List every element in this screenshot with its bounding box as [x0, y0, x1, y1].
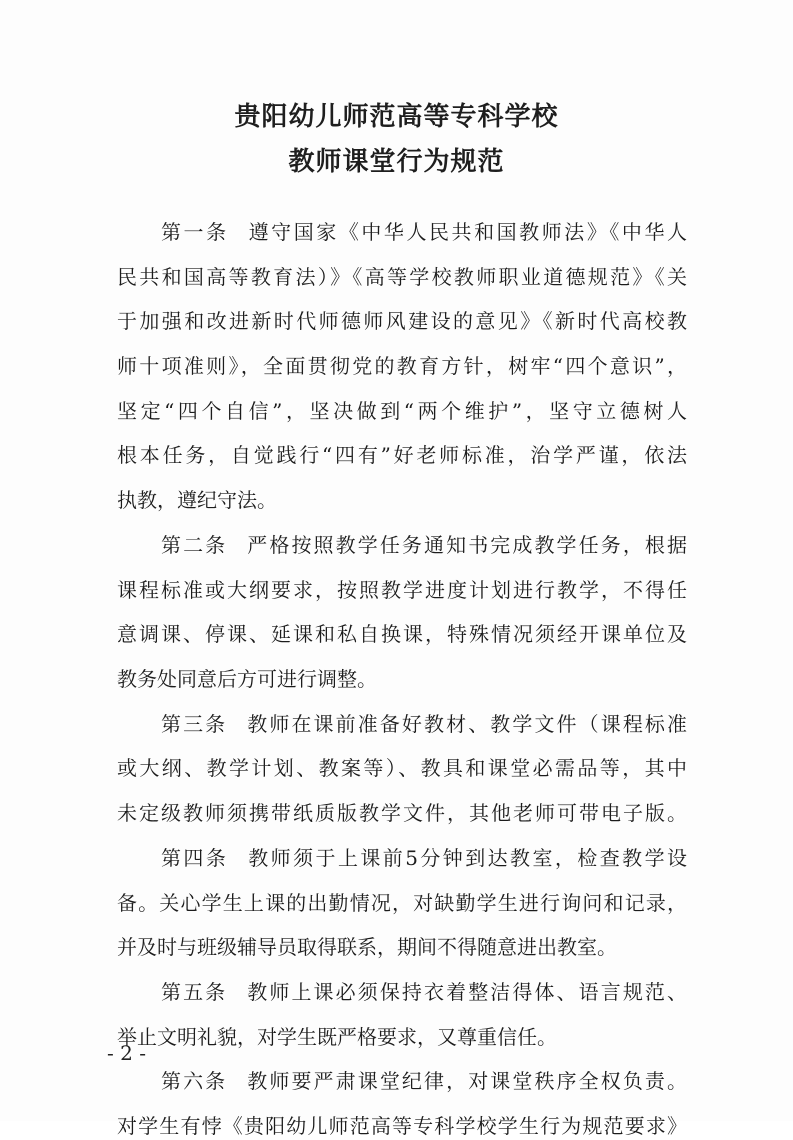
article-4-line-1: 第四条 教师须于上课前5分钟到达教室，检查教学设 — [161, 846, 687, 870]
article-4-line-3: 并及时与班级辅导员取得联系，期间不得随意进出教室。 — [117, 935, 617, 959]
article-1-line-1: 第一条 遵守国家《中华人民共和国教师法》《中华人 — [161, 220, 688, 244]
article-1-line-6: 根本任务，自觉践行“四有”好老师标准，治学严谨，依法 — [117, 443, 687, 467]
article-5-line-1: 第五条 教师上课必须保持衣着整洁得体、语言规范、 — [161, 980, 688, 1004]
article-1-line-3: 于加强和改进新时代师德师风建设的意见》《新时代高校教 — [117, 309, 687, 333]
document-title-line-2: 教师课堂行为规范 — [288, 147, 505, 177]
article-2-line-2: 课程标准或大纲要求，按照教学进度计划进行教学，不得任 — [117, 578, 687, 602]
document-title-line-1: 贵阳幼儿师范高等专科学校 — [234, 102, 559, 132]
article-6-line-1: 第六条 教师要严肃课堂纪律，对课堂秩序全权负责。 — [161, 1069, 688, 1093]
article-1-line-2: 民共和国高等教育法）》《高等学校教师职业道德规范》《关 — [117, 265, 687, 289]
article-2-line-3: 意调课、停课、延课和私自换课，特殊情况须经开课单位及 — [117, 622, 687, 646]
article-3-line-1: 第三条 教师在课前准备好教材、教学文件（课程标准 — [161, 712, 688, 736]
article-5-line-2: 举止文明礼貌，对学生既严格要求，又尊重信任。 — [117, 1025, 557, 1049]
article-2-line-4: 教务处同意后方可进行调整。 — [117, 667, 377, 691]
article-4-label: 第四条 — [161, 846, 229, 870]
article-6-label: 第六条 — [161, 1069, 228, 1093]
article-6-line-2: 对学生有悖《贵阳幼儿师范高等专科学校学生行为规范要求》 — [117, 1114, 687, 1138]
article-2-label: 第二条 — [161, 533, 228, 557]
article-2-line-1: 第二条 严格按照教学任务通知书完成教学任务，根据 — [161, 533, 688, 557]
article-1-label: 第一条 — [161, 220, 229, 244]
article-1-line-5: 坚定“四个自信”，坚决做到“两个维护”，坚守立德树人 — [117, 399, 687, 423]
article-3-line-3: 未定级教师须携带纸质版教学文件，其他老师可带电子版。 — [117, 801, 687, 825]
article-1-line-7: 执教，遵纪守法。 — [117, 488, 277, 512]
article-4-line-2: 备。关心学生上课的出勤情况，对缺勤学生进行询问和记录， — [117, 891, 687, 915]
article-1-line-4: 师十项准则》，全面贯彻党的教育方针，树牢“四个意识”， — [117, 354, 687, 378]
article-3-line-2: 或大纲、教学计划、教案等）、教具和课堂必需品等，其中 — [117, 756, 687, 780]
article-5-label: 第五条 — [161, 980, 228, 1004]
article-3-label: 第三条 — [161, 712, 228, 736]
page-number: - 2 - — [107, 1041, 146, 1065]
